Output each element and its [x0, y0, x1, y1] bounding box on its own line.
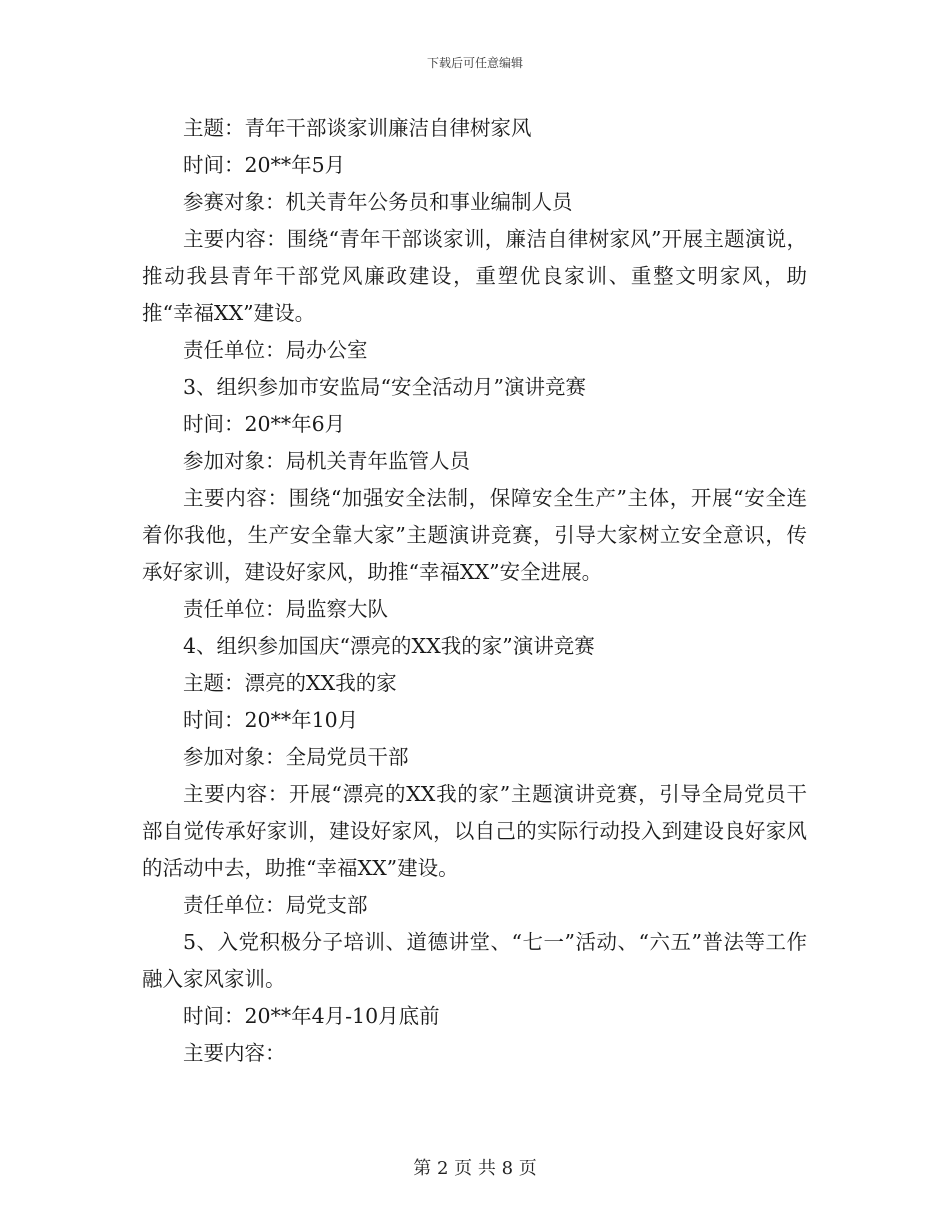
paragraph: 主要内容：	[183, 1041, 286, 1065]
paragraph: 时间：20**年6月	[183, 412, 346, 436]
paragraph: 主题：青年干部谈家训廉洁自律树家风	[183, 116, 532, 140]
paragraph: 参加对象：全局党员干部	[183, 745, 409, 769]
paragraph: 参赛对象：机关青年公务员和事业编制人员	[183, 190, 573, 214]
paragraph: 责任单位：局监察大队	[183, 597, 388, 621]
paragraph: 时间：20**年5月	[183, 153, 346, 177]
document-body	[142, 110, 807, 1072]
paragraph: 主要内容：开展“漂亮的XX我的家”主题演讲竞赛，引导全局党员干部自觉传承好家训，建设好家风，以自己的实际行动投入到建设良好家风的活动中去，助推“幸福XX”建设。	[142, 782, 807, 880]
page-header: 下载后可任意编辑	[426, 56, 523, 70]
section-heading: 5、入党积极分子培训、道德讲堂、“七一”活动、“六五”普法等工作融入家风家训。	[142, 930, 807, 991]
paragraph: 时间：20**年10月	[183, 708, 359, 732]
page-footer: 第 2 页 共 8 页	[413, 1158, 537, 1179]
section-heading: 4、组织参加国庆“漂亮的XX我的家”演讲竞赛	[183, 634, 595, 658]
paragraph: 责任单位：局党支部	[183, 893, 368, 917]
paragraph: 参加对象：局机关青年监管人员	[183, 449, 470, 473]
paragraph: 主题：漂亮的XX我的家	[183, 671, 397, 695]
paragraph: 时间：20**年4月-10月底前	[183, 1004, 440, 1028]
paragraph: 责任单位：局办公室	[183, 338, 368, 362]
paragraph: 主要内容：围绕“加强安全法制，保障安全生产”主体，开展“安全连着你我他，生产安全靠大家”主题演讲竞赛，引导大家树立安全意识，传承好家训，建设好家风，助推“幸福XX”安全进展。	[142, 486, 807, 584]
paragraph: 主要内容：围绕“青年干部谈家训，廉洁自律树家风”开展主题演说，推动我县青年干部党风廉政建设，重塑优良家训、重整文明家风，助推“幸福XX”建设。	[142, 227, 807, 325]
section-heading: 3、组织参加市安监局“安全活动月”演讲竞赛	[183, 375, 587, 399]
